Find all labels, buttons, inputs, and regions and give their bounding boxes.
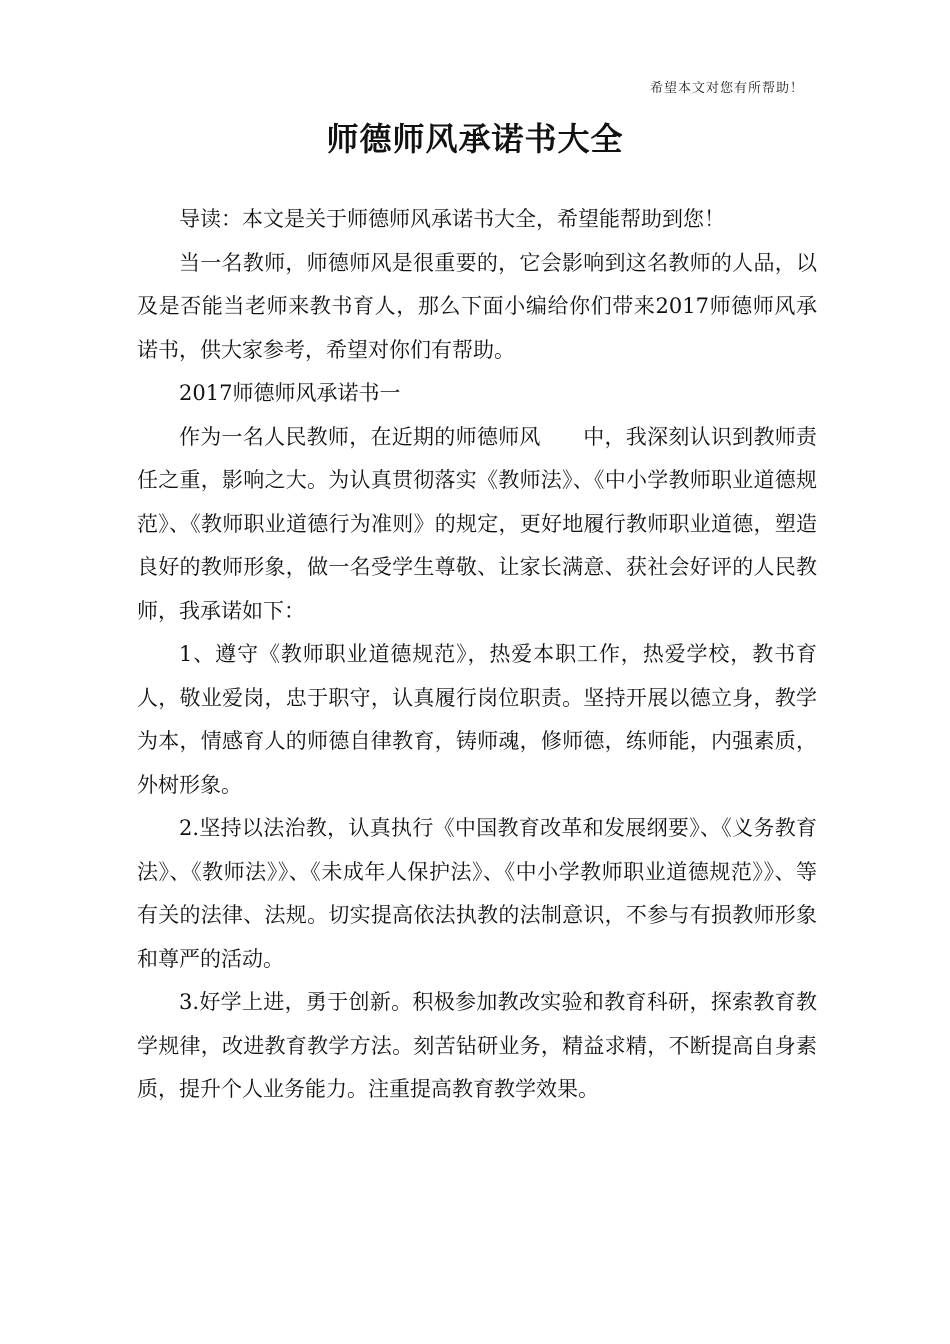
paragraph-item-2: 2.坚持以法治教，认真执行《中国教育改革和发展纲要》、《义务教育法》、《教师法》》、《未成年人保护法》、《中小学教师职业道德规范》》、等有关的法律、法规。切实提高依法执教的法制意识，不参与有损教师形象和尊严的活动。 (137, 816, 817, 971)
section-heading: 2017师德师风承诺书一 (179, 381, 401, 405)
paragraph-item-1: 1、遵守《教师职业道德规范》，热爱本职工作，热爱学校，教书育人，敬业爱岗，忠于职守，认真履行岗位职责。坚持开展以德立身，教学为本，情感育人的师德自律教育，铸师魂，修师德，练师能，内强素质，外树形象。 (137, 642, 817, 797)
paragraph-preface: 当一名教师，师德师风是很重要的，它会影响到这名教师的人品，以及是否能当老师来教书育人，那么下面小编给你们带来2017师德师风承诺书，供大家参考，希望对你们有帮助。 (137, 250, 817, 362)
paragraph-intro: 导读：本文是关于师德师风承诺书大全，希望能帮助到您！ (179, 207, 725, 231)
paragraph-commitment: 作为一名人民教师，在近期的师德师风 中，我深刻认识到教师责任之重，影响之大。为认真贯彻落实《教师法》、《中小学教师职业道德规范》、《教师职业道德行为准则》的规定，更好地履行教师职业道德，塑造良好的教师形象，做一名受学生尊敬、让家长满意、获社会好评的人民教师，我承诺如下： (137, 424, 817, 623)
header-note: 希望本文对您有所帮助！ (649, 81, 804, 96)
document-body (137, 198, 817, 1112)
page-title: 师德师风承诺书大全 (326, 120, 624, 158)
paragraph-item-3: 3.好学上进，勇于创新。积极参加教改实验和教育科研，探索教育教学规律，改进教育教学方法。刻苦钻研业务，精益求精，不断提高自身素质，提升个人业务能力。注重提高教育教学效果。 (137, 990, 817, 1101)
